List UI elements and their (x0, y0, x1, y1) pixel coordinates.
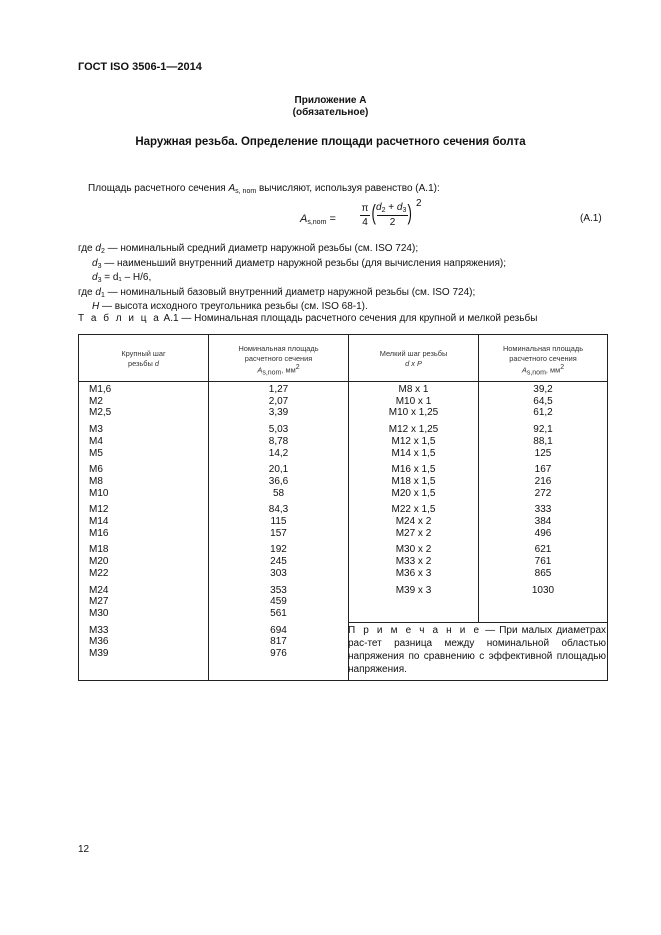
section-title: Наружная резьба. Определение площади расчетного сечения болта (135, 136, 526, 148)
coarse-area-cell: 8,78 (268, 435, 289, 447)
fine-thread-cell: M39 x 3 (395, 584, 432, 596)
fine-area-cell: 333 (534, 504, 552, 516)
coarse-thread-cell: M36 (89, 636, 109, 648)
coarse-thread-cell: M14 (89, 516, 109, 528)
fraction-line (377, 215, 408, 216)
definition-line: где $d_2$ — номинальный средний диаметр наружной резьбы (см. ISO 724); (78, 243, 419, 255)
page-number: 12 (78, 844, 90, 855)
coarse-area-cell: 3,39 (268, 407, 289, 419)
fine-thread-cell: M14 x 1,5 (391, 447, 436, 459)
fine-area-cell: 88,1 (533, 435, 553, 447)
formula-pi: π (361, 203, 369, 214)
definition-line: $d_3$ — наименьший внутренний диаметр наружной резьбы (для вычисления напряжения); (92, 257, 506, 270)
coarse-thread-cell: M2,5 (89, 407, 112, 419)
coarse-thread-cell: M24 (89, 584, 109, 596)
coarse-thread-cell: M4 (89, 435, 103, 447)
coarse-area-column (209, 384, 348, 660)
fine-thread-cell: M16 x 1,5 (391, 464, 436, 476)
note-label: П р и м е ч а н и е (348, 625, 482, 636)
paren-right: ) (407, 200, 412, 225)
formula-denominator: 2 (389, 217, 396, 228)
table-title (78, 313, 537, 324)
coarse-thread-cell: M5 (89, 447, 103, 459)
fine-area-column (479, 384, 607, 596)
fine-area-cell: 39,2 (533, 384, 553, 395)
intro-sub: s, nom (235, 188, 257, 195)
coarse-area-cell: 303 (270, 567, 287, 579)
appendix-heading (0, 95, 661, 119)
fine-thread-column (349, 384, 478, 596)
fine-thread-cell: M10 x 1 (395, 395, 432, 407)
coarse-thread-cell: M22 (89, 567, 109, 579)
fine-thread-cell: M27 x 2 (395, 527, 432, 539)
formula-four: 4 (362, 217, 368, 228)
coarse-area-cell: 353 (270, 584, 287, 596)
intro-text: Площадь расчетного сечения (88, 183, 229, 194)
fine-area-cell: 216 (534, 475, 552, 487)
coarse-area-cell: 561 (270, 607, 287, 619)
table-label: Т а б л и ц а (78, 313, 161, 324)
fine-area-cell: 865 (534, 567, 552, 579)
fine-thread-cell: M8 x 1 (398, 384, 429, 395)
fine-thread-cell: M20 x 1,5 (391, 487, 436, 499)
coarse-thread-cell: M2 (89, 395, 103, 407)
formula-numerator: $d_2 + d_3$ (376, 202, 407, 214)
formula-exponent: 2 (416, 198, 422, 209)
fine-thread-cell: M24 x 2 (395, 516, 432, 528)
fine-area-cell: 761 (534, 556, 552, 568)
fine-area-cell: 167 (534, 464, 552, 476)
coarse-thread-cell: M1,6 (89, 384, 112, 395)
coarse-area-cell: 976 (270, 648, 287, 660)
intro-paragraph (88, 183, 440, 198)
coarse-area-cell: 58 (272, 487, 285, 499)
coarse-thread-cell: M8 (89, 475, 103, 487)
coarse-area-cell: 459 (270, 596, 287, 608)
formula-lhs: $A_{s,nom}$ = (300, 213, 336, 226)
fine-area-cell: 496 (534, 527, 552, 539)
appendix-title: Приложение А (294, 95, 367, 106)
definition-line: $d_3 = d_1 - H/6$, (92, 272, 152, 284)
formula-number: (А.1) (580, 213, 602, 224)
document-header: ГОСТ ISO 3506-1—2014 (78, 61, 202, 73)
coarse-area-cell: 5,03 (268, 424, 289, 436)
fine-thread-cell: M30 x 2 (395, 544, 432, 556)
coarse-area-cell: 84,3 (268, 504, 289, 516)
fine-thread-cell: M22 x 1,5 (391, 504, 436, 516)
coarse-area-cell: 1,27 (268, 384, 289, 395)
fine-thread-cell: M10 x 1,25 (388, 407, 439, 419)
definitions (78, 243, 506, 316)
coarse-area-cell: 157 (270, 527, 287, 539)
table-note (348, 624, 606, 676)
fine-area-cell: 92,1 (533, 424, 553, 436)
fine-area-cell: 64,5 (533, 395, 553, 407)
fine-area-cell: 621 (534, 544, 552, 556)
coarse-thread-cell: M16 (89, 527, 109, 539)
coarse-area-cell: 20,1 (268, 464, 289, 476)
coarse-thread-cell: M20 (89, 556, 109, 568)
coarse-thread-cell: M27 (89, 596, 109, 608)
appendix-status: (обязательное) (292, 107, 369, 118)
header-fine-thread: Мелкий шаг резьбы d x P (379, 349, 448, 368)
definition-line: H — высота исходного треугольника резьбы (см. ISO 68-1). (92, 301, 368, 312)
fine-thread-cell: M36 x 3 (395, 567, 432, 579)
coarse-thread-column (89, 384, 189, 660)
fine-thread-cell: M33 x 2 (395, 556, 432, 568)
coarse-area-cell: 245 (270, 556, 287, 568)
coarse-thread-cell: M10 (89, 487, 109, 499)
fine-area-cell: 272 (534, 487, 552, 499)
coarse-thread-cell: M33 (89, 624, 109, 636)
paren-left: ( (371, 200, 376, 225)
fine-area-cell: 1030 (531, 584, 555, 596)
coarse-thread-cell: M39 (89, 648, 109, 660)
coarse-area-cell: 817 (270, 636, 287, 648)
note-text: — При малых диаметрах рас-тет разница между номинальной областью напряжения по сравнению с эффективной площадью напряжения. (348, 625, 606, 675)
header-nominal-area-fine: Номинальная площадь расчетного сечения $A_{s,nom}$, $мм^2$ (502, 344, 584, 377)
coarse-thread-cell: M18 (89, 544, 109, 556)
fine-thread-cell: M12 x 1,25 (388, 424, 439, 436)
intro-text-end: вычисляют, используя равенство (А.1): (256, 183, 440, 194)
fine-thread-cell: M18 x 1,5 (391, 475, 436, 487)
definition-line: где $d_1$ — номинальный базовый внутренний диаметр наружной резьбы (см. ISO 724); (78, 286, 476, 299)
coarse-area-cell: 2,07 (268, 395, 289, 407)
coarse-area-cell: 192 (270, 544, 287, 556)
coarse-area-cell: 14,2 (268, 447, 289, 459)
header-coarse-thread: Крупный шаг резьбы d (121, 349, 166, 368)
coarse-thread-cell: M6 (89, 464, 103, 476)
coarse-thread-cell: M3 (89, 424, 103, 436)
intro-symbol: A (228, 183, 236, 194)
fine-area-cell: 384 (534, 516, 552, 528)
fine-area-cell: 125 (534, 447, 552, 459)
coarse-thread-cell: M12 (89, 504, 109, 516)
fine-area-cell: 61,2 (533, 407, 553, 419)
coarse-area-cell: 36,6 (268, 475, 289, 487)
fraction-line (360, 215, 370, 216)
header-nominal-area-coarse: Номинальная площадь расчетного сечения $A_{s,nom}$, $мм^2$ (238, 344, 319, 377)
coarse-thread-cell: M30 (89, 607, 109, 619)
fine-thread-cell: M12 x 1,5 (391, 435, 436, 447)
coarse-area-cell: 115 (270, 516, 287, 528)
coarse-area-cell: 694 (270, 624, 287, 636)
table-caption: А.1 — Номинальная площадь расчетного сечения для крупной и мелкой резьбы (160, 313, 538, 324)
